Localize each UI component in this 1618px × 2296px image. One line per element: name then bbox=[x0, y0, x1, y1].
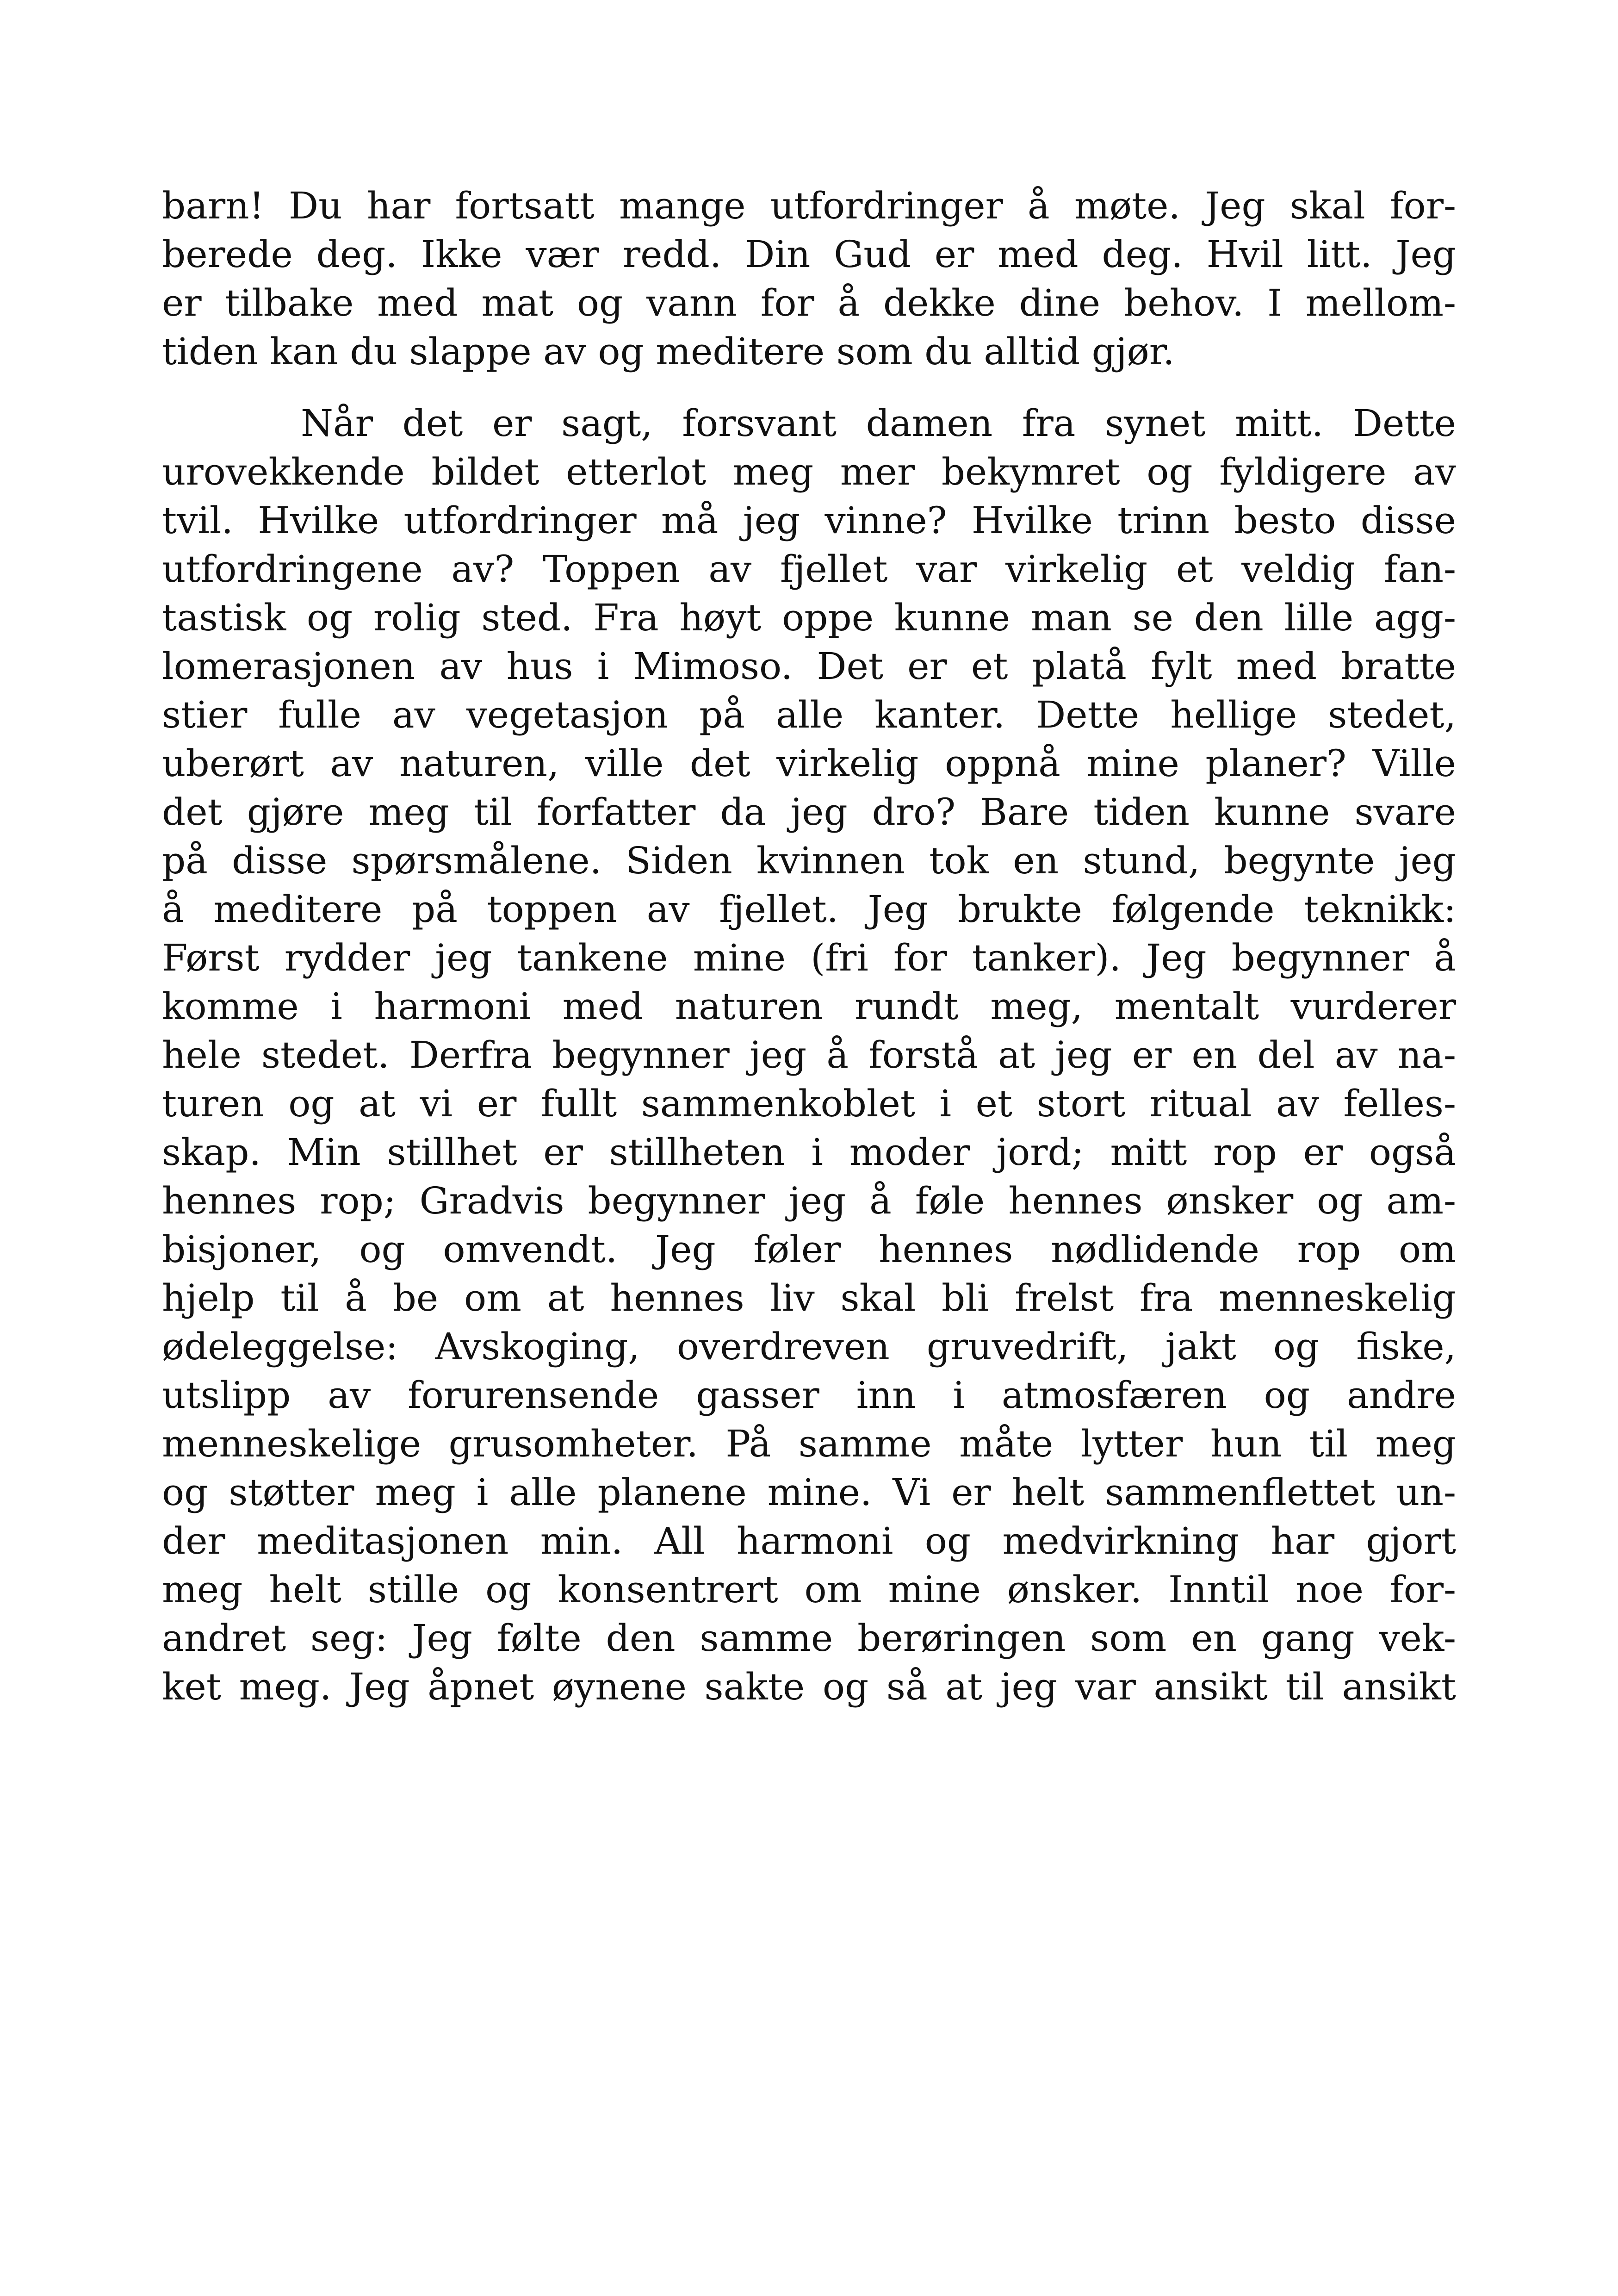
paragraph bbox=[162, 181, 1456, 376]
paragraph bbox=[162, 399, 1456, 1711]
text-line: Først rydder jeg tankene mine (fri for tanker). Jeg begynner å bbox=[162, 936, 1456, 979]
text-line: utslipp av forurensende gasser inn i atmosfæren og andre bbox=[162, 1374, 1456, 1417]
text-line: det gjøre meg til forfatter da jeg dro? Bare tiden kunne svare bbox=[162, 790, 1456, 834]
text-line: Når det er sagt, forsvant damen fra synet mitt. Dette bbox=[301, 402, 1456, 445]
text-line: andret seg: Jeg følte den samme berøringen som en gang vek- bbox=[162, 1617, 1456, 1660]
text-line: på disse spørsmålene. Siden kvinnen tok en stund, begynte jeg bbox=[162, 839, 1456, 882]
text-line: ket meg. Jeg åpnet øynene sakte og så at jeg var ansikt til ansikt bbox=[162, 1665, 1456, 1708]
text-line: hjelp til å be om at hennes liv skal bli frelst fra menneskelig bbox=[162, 1276, 1456, 1319]
text-line: menneskelige grusomheter. På samme måte lytter hun til meg bbox=[162, 1422, 1456, 1465]
text-line: skap. Min stillhet er stillheten i moder jord; mitt rop er også bbox=[162, 1131, 1456, 1174]
text-line: bisjoner, og omvendt. Jeg føler hennes nødlidende rop om bbox=[162, 1228, 1456, 1271]
text-line: komme i harmoni med naturen rundt meg, mentalt vurderer bbox=[162, 985, 1456, 1028]
text-line: hennes rop; Gradvis begynner jeg å føle hennes ønsker og am- bbox=[162, 1179, 1456, 1222]
text-line: berede deg. Ikke vær redd. Din Gud er med deg. Hvil litt. Jeg bbox=[162, 233, 1456, 276]
text-line: hele stedet. Derfra begynner jeg å forstå at jeg er en del av na- bbox=[162, 1033, 1456, 1076]
text-line: ødeleggelse: Avskoging, overdreven gruvedrift, jakt og fiske, bbox=[162, 1325, 1456, 1368]
text-line: urovekkende bildet etterlot meg mer bekymret og fyldigere av bbox=[162, 450, 1456, 493]
text-line: barn! Du har fortsatt mange utfordringer å møte. Jeg skal for- bbox=[162, 184, 1456, 227]
body-text bbox=[162, 181, 1456, 1711]
text-line: meg helt stille og konsentrert om mine ønsker. Inntil noe for- bbox=[162, 1568, 1456, 1611]
text-line: lomerasjonen av hus i Mimoso. Det er et platå fylt med bratte bbox=[162, 645, 1456, 688]
text-line: turen og at vi er fullt sammenkoblet i et stort ritual av felles- bbox=[162, 1082, 1456, 1125]
text-line: tvil. Hvilke utfordringer må jeg vinne? Hvilke trinn besto disse bbox=[162, 499, 1456, 542]
text-line: stier fulle av vegetasjon på alle kanter. Dette hellige stedet, bbox=[162, 693, 1456, 736]
text-line: og støtter meg i alle planene mine. Vi er helt sammenflettet un- bbox=[162, 1471, 1456, 1514]
text-line: er tilbake med mat og vann for å dekke dine behov. I mellom- bbox=[162, 281, 1456, 324]
text-line: tastisk og rolig sted. Fra høyt oppe kunne man se den lille agg- bbox=[162, 596, 1456, 639]
text-line: der meditasjonen min. All harmoni og medvirkning har gjort bbox=[162, 1519, 1456, 1562]
text-line: å meditere på toppen av fjellet. Jeg brukte følgende teknikk: bbox=[162, 888, 1456, 931]
text-line: utfordringene av? Toppen av fjellet var virkelig et veldig fan- bbox=[162, 548, 1456, 591]
paragraph-spacer bbox=[162, 376, 1456, 399]
text-line: uberørt av naturen, ville det virkelig oppnå mine planer? Ville bbox=[162, 742, 1456, 785]
text-line: tiden kan du slappe av og meditere som du alltid gjør. bbox=[162, 330, 1175, 373]
